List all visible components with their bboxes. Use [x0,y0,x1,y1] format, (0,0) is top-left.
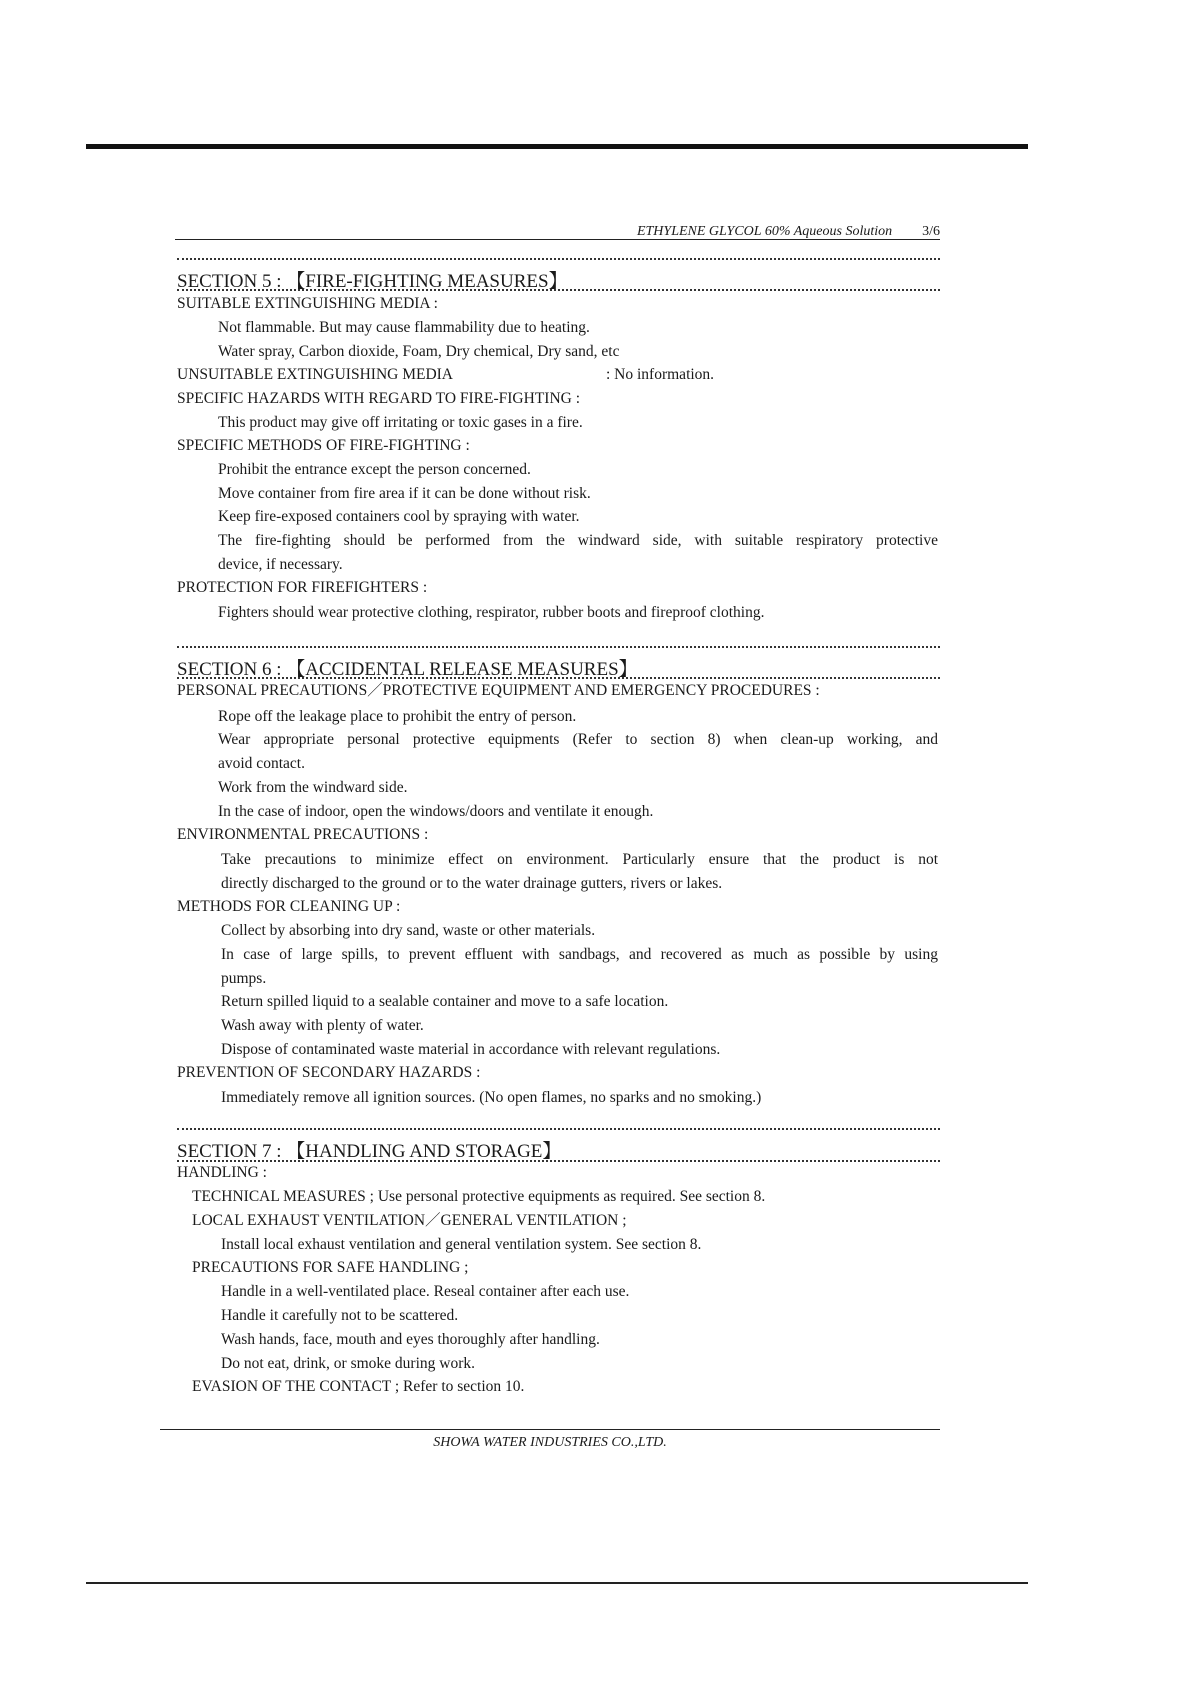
page-header [175,224,940,240]
protection-text: Fighters should wear protective clothing, respirator, rubber boots and fireproof clothing. [218,604,765,621]
ventilation-text: Install local exhaust ventilation and general ventilation system. See section 8. [221,1236,702,1253]
specific-methods-text: device, if necessary. [218,556,343,573]
technical-measures: TECHNICAL MEASURES ; Use personal protective equipments as required. See section 8. [192,1188,766,1205]
suitable-media-text: Water spray, Carbon dioxide, Foam, Dry chemical, Dry sand, etc [218,343,620,360]
personal-precautions-text: Work from the windward side. [218,779,408,796]
page-number: 3/6 [922,224,940,239]
safe-handling-text: Handle in a well-ventilated place. Reseal container after each use. [221,1283,630,1300]
ventilation-label: LOCAL EXHAUST VENTILATION／GENERAL VENTILATION ; [192,1212,627,1229]
personal-precautions-label: PERSONAL PRECAUTIONS／PROTECTIVE EQUIPMENT AND EMERGENCY PROCEDURES : [177,682,820,699]
section6-title: SECTION 6 : 【ACCIDENTAL RELEASE MEASURES】 [177,659,638,680]
unsuitable-media-value: : No information. [606,366,715,383]
environmental-label: ENVIRONMENTAL PRECAUTIONS : [177,826,429,843]
specific-methods-text: Move container from fire area if it can be done without risk. [218,485,591,502]
environmental-text: directly discharged to the ground or to the water drainage gutters, rivers or lakes. [221,875,723,892]
suitable-media-label: SUITABLE EXTINGUISHING MEDIA : [177,295,438,312]
suitable-media-text: Not flammable. But may cause flammability due to heating. [218,319,590,336]
personal-precautions-text: In the case of indoor, open the windows/doors and ventilate it enough. [218,803,654,820]
header-rule [175,239,940,240]
specific-methods-text: Prohibit the entrance except the person concerned. [218,461,531,478]
top-rule [86,144,1028,149]
bottom-rule [86,1582,1028,1584]
section-divider [177,1128,940,1130]
section-divider [177,646,940,648]
personal-precautions-text: Wear appropriate personal protective equipments (Refer to section 8) when clean-up working, and [218,731,938,748]
product-name: ETHYLENE GLYCOL 60% Aqueous Solution [636,224,893,239]
specific-methods-label: SPECIFIC METHODS OF FIRE-FIGHTING : [177,437,470,454]
section-divider [177,289,940,291]
section-divider [177,677,940,679]
section-divider [177,258,940,260]
handling-label: HANDLING : [177,1164,267,1181]
cleaning-text: Dispose of contaminated waste material in accordance with relevant regulations. [221,1041,721,1058]
specific-hazards-label: SPECIFIC HAZARDS WITH REGARD TO FIRE-FIGHTING : [177,390,581,407]
unsuitable-media-label: UNSUITABLE EXTINGUISHING MEDIA [177,366,454,383]
personal-precautions-text: Rope off the leakage place to prohibit the entry of person. [218,708,577,725]
specific-methods-text: Keep fire-exposed containers cool by spraying with water. [218,508,580,525]
safe-handling-text: Wash hands, face, mouth and eyes thoroughly after handling. [221,1331,600,1348]
cleaning-text: Collect by absorbing into dry sand, waste or other materials. [221,922,596,939]
section7-title: SECTION 7 : 【HANDLING AND STORAGE】 [177,1141,562,1162]
prevention-label: PREVENTION OF SECONDARY HAZARDS : [177,1064,481,1081]
section-divider [177,1160,940,1162]
cleaning-text: Return spilled liquid to a sealable container and move to a safe location. [221,993,669,1010]
prevention-text: Immediately remove all ignition sources. (No open flames, no sparks and no smoking.) [221,1089,762,1106]
protection-label: PROTECTION FOR FIREFIGHTERS : [177,579,428,596]
section5-title: SECTION 5 : 【FIRE-FIGHTING MEASURES】 [177,271,568,292]
safe-handling-text: Do not eat, drink, or smoke during work. [221,1355,475,1372]
cleaning-text: Wash away with plenty of water. [221,1017,424,1034]
footer-rule [160,1429,940,1430]
company-name: SHOWA WATER INDUSTRIES CO.,LTD. [433,1435,667,1450]
evasion-of-contact: EVASION OF THE CONTACT ; Refer to section 10. [192,1378,525,1395]
cleaning-text: In case of large spills, to prevent effluent with sandbags, and recovered as much as possible by using [221,946,938,963]
cleaning-text: pumps. [221,970,267,987]
specific-hazards-text: This product may give off irritating or toxic gases in a fire. [218,414,583,431]
specific-methods-text: The fire-fighting should be performed from the windward side, with suitable respiratory protective [218,532,938,549]
safe-handling-text: Handle it carefully not to be scattered. [221,1307,459,1324]
safe-handling-label: PRECAUTIONS FOR SAFE HANDLING ; [192,1259,469,1276]
cleaning-label: METHODS FOR CLEANING UP : [177,898,401,915]
personal-precautions-text: avoid contact. [218,755,305,772]
environmental-text: Take precautions to minimize effect on environment. Particularly ensure that the product is not [221,851,938,868]
